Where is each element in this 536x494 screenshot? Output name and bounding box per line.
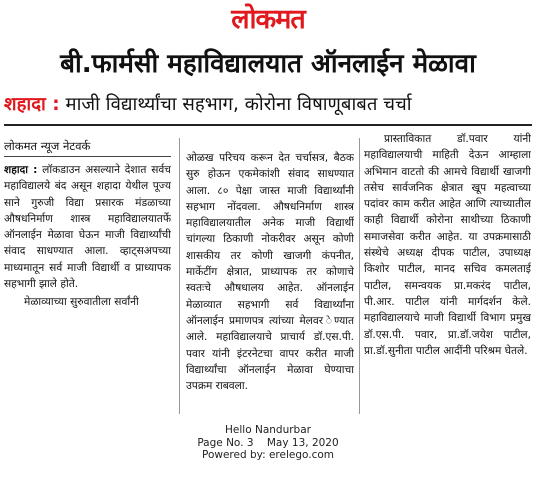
article-subheadline xyxy=(4,90,532,126)
article-paragraph: मेळाव्याच्या सुरुवातीला सर्वांनी xyxy=(24,296,139,309)
footer-powered-by: Powered by: erelego.com xyxy=(201,449,335,461)
byline: लोकमत न्यूज नेटवर्क xyxy=(4,137,171,157)
subhead-place: शहादा : xyxy=(4,94,60,115)
article-column-2 xyxy=(186,150,354,414)
article-column-3 xyxy=(364,131,531,414)
footer-source: Hello Nandurbar xyxy=(225,424,311,436)
dateline: शहादा : xyxy=(4,164,38,176)
page-footer xyxy=(0,424,536,462)
newspaper-masthead: लोकमत xyxy=(231,4,305,35)
article-paragraph xyxy=(4,162,171,292)
paragraph-text: लॉकडाउन असल्याने देशात सर्वच महाविद्यालये बंद असून शहादा येथील पूज्य साने गुरुजी विद्या प्रसारक मंडळाच्या औषधनिर्माण शास्त्र महाविद्यालयातर्फे ऑनलाईन मेळावा घेऊन माजी विद्यार्थ्यांची संवाद साधण्यात आला. व्हाट्सअपच्या माध्यमातून सर्व माजी विद्यार्थी व प्राध्यापक सहभागी झाले होते. xyxy=(4,164,171,291)
article-paragraph: ओळख परिचय करून देत चर्चासत्र, बैठक सुरु होऊन एकमेकांशी संवाद साधण्यात आला. ८० पेक्षा जास्त माजी विद्यार्थ्यांनी सहभाग नोंदवला. औषधनिर्माण शास्त्र महाविद्यालयातील अनेक माजी विद्यार्थी चांगल्या ठिकाणी नोकरीवर असून कोणी शासकीय तर कोणी खाजगी कंपनीत, मार्केटींग क्षेत्रात, प्राध्यापक तर कोणाचे स्वतःचे औषधालय आहेत. ऑनलाईन मेळाव्यात सहभागी सर्व विद्यार्थ्यांना ऑनलाईन प्रमाणपत्र त्यांच्या मेलवर ेण्यात आले. महाविद्यालयाचे प्राचार्य डॉ.एस.पी. पवार यांनी इंटरनेटचा वापर करीत माजी विद्यार्थ्यांचा ऑनलाईन मेळावा घेण्याचा उपक्रम राबवला. xyxy=(186,152,354,393)
column-divider xyxy=(179,138,180,414)
article-headline: बी.फार्मसी महाविद्यालयात ऑनलाईन मेळावा xyxy=(60,49,476,79)
subhead-text: माजी विद्यार्थ्यांचा सहभाग, कोरोना विषाणूबाबत चर्चा xyxy=(59,94,412,115)
footer-page-date: Page No. 3 May 13, 2020 xyxy=(197,436,339,449)
article-paragraph: प्रास्ताविकात डॉ.पवार यांनी महाविद्यालयाची माहिती देऊन आम्हाला अभिमान वाटतो की आमचे विद्यार्थी खाजगी तसेच सार्वजनिक क्षेत्रात खूप महत्वाच्या पदांवर काम करीत आहेत आणि त्याच्यातील काही विद्यार्थी कोरोना साथीच्या ठिकाणी समाजसेवा करीत आहेत. या उपक्रमासाठी संस्थेचे अध्यक्ष दीपक पाटील, उपाध्यक्ष किशोर पाटील, मानद सचिव कमलताई पाटील, समन्वयक प्रा.मकरंद पाटील, पी.आर. पाटील यांनी मार्गदर्शन केले. महाविद्यालयाचे माजी विद्यार्थी विभाग प्रमुख डॉ.एस.पी. पवार, प्रा.डॉ.जयेश पाटील, प्रा.डॉ.सुनीता पाटील आदींनी परिश्रम घेतले. xyxy=(364,133,531,357)
column-divider xyxy=(359,138,360,414)
article-column-1 xyxy=(4,137,171,414)
